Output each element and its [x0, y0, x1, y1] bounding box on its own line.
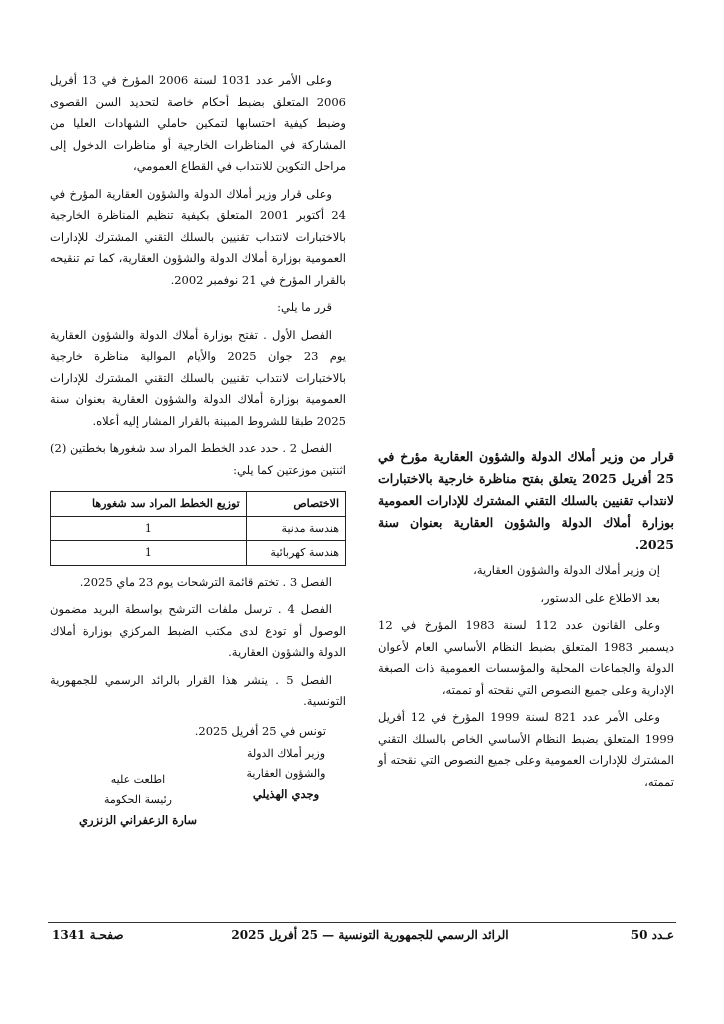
article-5: الفصل 5 . ينشر هذا القرار بالرائد الرسمي للجمهورية التونسية. — [50, 672, 346, 708]
footer-divider — [48, 922, 676, 923]
signature-date: تونس في 25 أفريل 2025. — [194, 723, 326, 738]
table-cell-specialty: هندسة مدنية — [246, 516, 345, 541]
article-2: الفصل 2 . حدد عدد الخطط المراد سد شغورها بخطتين (2) اثنتين موزعتين كما يلي: — [50, 441, 346, 477]
pm-name: سارة الزعفراني الزنزري — [79, 813, 197, 827]
seen-by-label: اطلعت عليه — [110, 773, 166, 786]
table-row — [51, 516, 346, 541]
footer-page-number: صفحـة 1341 — [52, 928, 124, 942]
paragraph-law-112: وعلى القانون عدد 112 لسنة 1983 المؤرخ في 12 ديسمبر 1983 المتعلق بضبط النظام الأساسي العام لأعوان الدولة والجماعات المحلية والمؤسسات العمومية ذات الصبغة الإدارية وعلى جميع النصوص التي نقحته أو تممته، — [378, 618, 674, 697]
paragraph-decree-1031: وعلى الأمر عدد 1031 لسنة 2006 المؤرخ في 13 أفريل 2006 المتعلق بضبط أحكام خاصة لتحديد السن القصوى وضبط كيفية احتسابها لتمكين حاملي الشهادات العليا من المشاركة في المناظرات الخارجية أو مناظرات الدخول إلى مراحل التكوين للانتداب في القطاع العمومي، — [50, 73, 346, 173]
footer-journal-title: الرائد الرسمي للجمهورية التونسية — 25 أفريل 2025 — [231, 928, 509, 942]
paragraph-decree-821: وعلى الأمر عدد 821 لسنة 1999 المؤرخ في 12 أفريل 1999 المتعلق بضبط النظام الأساسي الخاص بالسلك التقني المشترك للإدارات العمومية وعلى جميع النصوص التي نقحته أو تممته، — [378, 710, 674, 789]
table-cell-count: 1 — [51, 516, 247, 541]
article-1: الفصل الأول . تفتح بوزارة أملاك الدولة والشؤون العقارية يوم 23 جوان 2025 والأيام الموالية مناظرة خارجية بالاختبارات لانتداب تقنيين بالسلك التقني المشترك للإدارات العمومية بوزارة أملاك الدولة والشؤون العقارية بعنوان سنة 2025 طبقا للشروط المبينة بالقرار المشار إليه أعلاه. — [50, 327, 346, 428]
pm-signature — [50, 770, 226, 831]
table-cell-count: 1 — [51, 541, 247, 566]
minister-name: وجدي الهذيلي — [252, 787, 320, 801]
left-column — [50, 70, 346, 864]
article-4: الفصل 4 . ترسل ملفات الترشح بواسطة البريد مضمون الوصول أو تودع لدى مكتب الضبط المركزي بوزارة أملاك الدولة والشؤون العقارية. — [50, 602, 346, 659]
decided-heading: قرر ما يلي: — [277, 300, 332, 314]
article-3: الفصل 3 . تختم قائمة الترشحات يوم 23 ماي 2025. — [79, 574, 332, 589]
table-header-row — [51, 492, 346, 517]
table-header-positions: توزيع الخطط المراد سد شغورها — [51, 492, 247, 517]
paragraph-constitution: بعد الاطلاع على الدستور، — [540, 590, 660, 605]
table-header-specialty: الاختصاص — [246, 492, 345, 517]
table-cell-specialty: هندسة كهربائية — [246, 541, 345, 566]
positions-table — [50, 491, 346, 566]
table-row — [51, 541, 346, 566]
paragraph-minister: إن وزير أملاك الدولة والشؤون العقارية، — [473, 563, 660, 577]
minister-title: وزير أملاك الدولة والشؤون العقارية — [246, 747, 326, 780]
footer-issue-number: عـدد 50 — [630, 928, 674, 942]
paragraph-order-2001: وعلى قرار وزير أملاك الدولة والشؤون العقارية المؤرخ في 24 أكتوبر 2001 المتعلق بكيفية تنظيم المناظرة الخارجية بالاختبارات لانتداب تقنيين بالسلك التقني المشترك للإدارات العمومية بوزارة أملاك الدولة والشؤون العقارية، كما تم تنقيحه بالقرار المؤرخ في 21 نوفمبر 2002. — [50, 186, 346, 287]
pm-title: رئيسة الحكومة — [104, 793, 172, 806]
right-column — [378, 446, 674, 799]
minister-signature — [226, 744, 346, 805]
signature-block — [50, 744, 346, 864]
decree-title: قرار من وزير أملاك الدولة والشؤون العقارية مؤرخ في 25 أفريل 2025 يتعلق بفتح مناظرة خارجية بالاختبارات لانتداب تقنيين بالسلك التقني المشترك للإدارات العمومية بوزارة أملاك الدولة والشؤون العقارية بعنوان سنة 2025. — [378, 449, 674, 552]
